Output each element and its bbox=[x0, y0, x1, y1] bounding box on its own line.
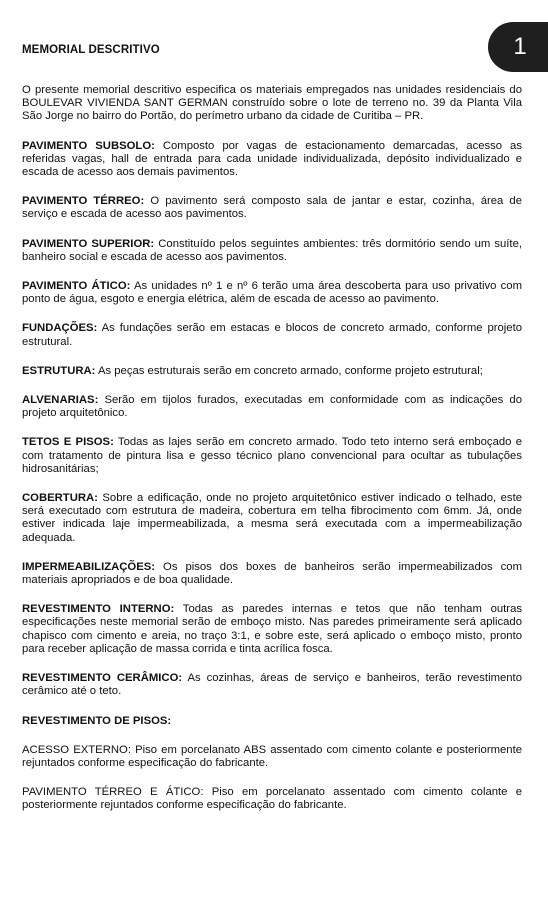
page-number-badge: 1 bbox=[488, 22, 548, 72]
section-label: REVESTIMENTO INTERNO: bbox=[22, 603, 175, 616]
section-text: As peças estruturais serão em concreto armado, conforme projeto estrutural; bbox=[95, 364, 483, 377]
section-cobertura bbox=[22, 492, 522, 545]
section-text: Constituído pelos seguintes ambientes: três dormitório sendo um suíte, banheiro social e escada de acesso aos pavimentos. bbox=[22, 237, 522, 263]
section-label: REVESTIMENTO CERÂMICO: bbox=[22, 672, 183, 685]
section-text: Todas as lajes serão em concreto armado. Todo teto interno será emboçado e com tratamento de pintura lisa e gesso técnico plano convencional para ocultar as tubulações hidrosanitárias; bbox=[22, 436, 522, 475]
section-subsolo bbox=[22, 140, 522, 180]
section-text: Composto por vagas de estacionamento demarcadas, acesso as referidas vagas, hall de entrada para cada unidade individualizada, depósito individualizado e escada de acesso aos demais pavimentos. bbox=[22, 139, 522, 179]
section-text: As fundações serão em estacas e blocos de concreto armado, conforme projeto estrutural. bbox=[22, 322, 522, 348]
section-text: Serão em tijolos furados, executadas em conformidade com as indicações do projeto arquitetônico. bbox=[22, 394, 522, 420]
section-revestimento-ceramico bbox=[22, 672, 522, 698]
section-text: Os pisos dos boxes de banheiros serão impermeabilizados com materiais apropriados e de boa qualidade. bbox=[22, 560, 522, 587]
section-fundacoes bbox=[22, 322, 522, 348]
section-label: PAVIMENTO ÁTICO: bbox=[22, 280, 131, 293]
section-label: PAVIMENTO SUPERIOR: bbox=[22, 237, 155, 250]
section-label: FUNDAÇÕES: bbox=[22, 322, 98, 335]
section-text: Sobre a edificação, onde no projeto arquitetônico estiver indicado o telhado, este será executado com estrutura de madeira, cobertura em telha fibrocimento com 6mm. Já, onde estiver indicada laje impermeabilizada, a mesma será executada com a impermeabilização adequada. bbox=[22, 492, 522, 544]
section-text: As cozinhas, áreas de serviço e banheiros, terão revestimento cerâmico até o teto. bbox=[22, 672, 522, 698]
section-label: IMPERMEABILIZAÇÕES: bbox=[22, 560, 156, 573]
pisos-paragraph: PAVIMENTO TÉRREO E ÁTICO: Piso em porcelanato assentado com cimento colante e posteriormente rejuntados conforme especificação do fabricante. bbox=[22, 786, 522, 812]
section-alvenarias bbox=[22, 394, 522, 420]
section-label: TETOS E PISOS: bbox=[22, 436, 114, 449]
section-text: O pavimento será composto sala de jantar e estar, cozinha, área de serviço e escada de acesso aos pavimentos. bbox=[22, 195, 522, 221]
section-estrutura bbox=[22, 365, 522, 378]
section-label: ALVENARIAS: bbox=[22, 394, 99, 407]
section-revestimento-interno bbox=[22, 603, 522, 656]
section-revestimento-pisos-heading bbox=[22, 715, 522, 728]
section-label: PAVIMENTO SUBSOLO: bbox=[22, 139, 155, 152]
section-label: PAVIMENTO TÉRREO: bbox=[22, 195, 145, 208]
intro-paragraph: O presente memorial descritivo especifica os materiais empregados nas unidades residenciais do BOULEVAR VIVIENDA SANT GERMAN construído sobre o lote de terreno no. 39 da Planta Vila São Jorge no bairro do Portão, do perímetro urbano da cidade de Curitiba – PR. bbox=[22, 84, 522, 123]
section-tetos-pisos bbox=[22, 436, 522, 476]
section-terreo bbox=[22, 195, 522, 221]
section-text: As unidades nº 1 e nº 6 terão uma área descoberta para uso privativo com ponto de água, esgoto e energia elétrica, além de escada de acesso ao pavimento. bbox=[22, 280, 522, 306]
section-terreo-atico-pisos bbox=[22, 786, 522, 812]
pisos-paragraph: ACESSO EXTERNO: Piso em porcelanato ABS assentado com cimento colante e posteriormente rejuntados conforme especificação do fabricante. bbox=[22, 743, 522, 769]
section-label: ESTRUTURA: bbox=[22, 364, 96, 377]
section-acesso-externo bbox=[22, 744, 522, 770]
section-impermeabilizacoes bbox=[22, 561, 522, 587]
section-atico bbox=[22, 280, 522, 306]
document-title: MEMORIAL DESCRITIVO bbox=[22, 44, 160, 56]
section-heading: REVESTIMENTO DE PISOS: bbox=[22, 714, 172, 727]
section-superior bbox=[22, 238, 522, 264]
section-label: COBERTURA: bbox=[22, 492, 98, 505]
section-text: Todas as paredes internas e tetos que não tenham outras especificações neste memorial serão de emboço misto. Nas paredes primeiramente será aplicado chapisco com cimento e areia, no traço 3:1, e sobre este, será aplicado o emboço misto, pronto para receber aplicação de massa corrida e tinta acrílica fosca. bbox=[22, 603, 522, 655]
